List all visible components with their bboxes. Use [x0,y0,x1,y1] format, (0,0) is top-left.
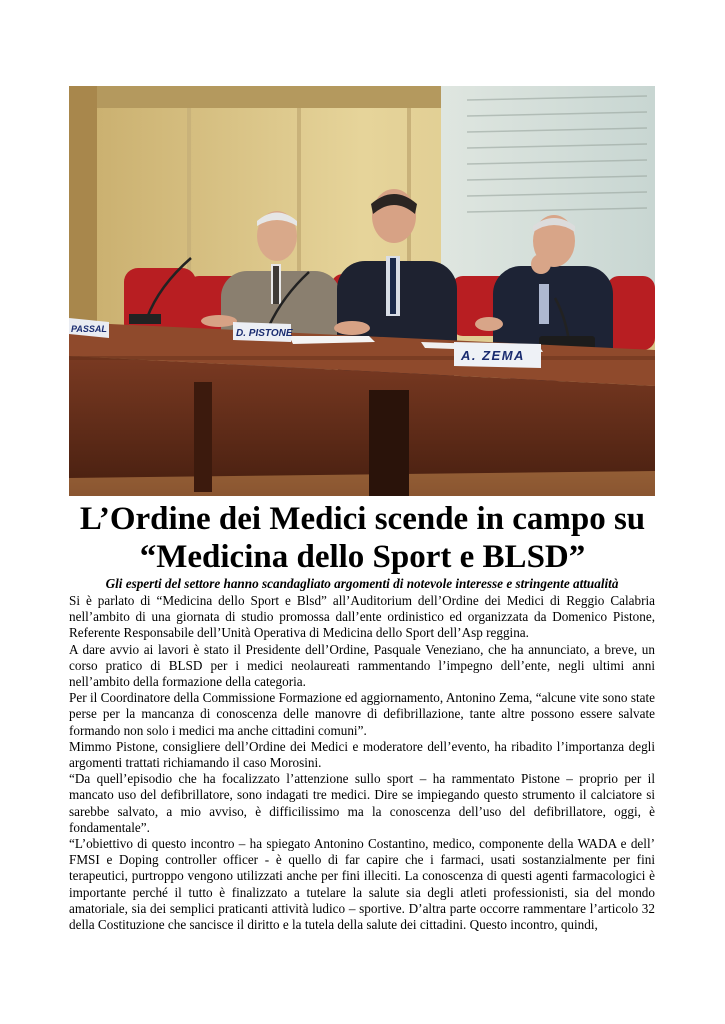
article-subheadline: Gli esperti del settore hanno scandagliato argomenti di notevole interesse e stringente attualità [105,576,619,591]
placard-passal-label: PASSAL [71,324,107,334]
placard-zema [454,342,541,368]
conference-photo [69,86,655,496]
placard-pistone-label: D. PISTONE [236,328,293,339]
article-paragraph: “Da quell’episodio che ha focalizzato l’attenzione sullo sport – ha rammentato Pistone – proprio per il mancato uso del defibrillatore, sono indagati tre medici. Dire se impiegando questo strumento il calciatore si sarebbe salvato, a mio avviso, è difficilissimo ma la conoscenza dell’uso del defibrillatore, oggi, è fondamentale”. [69,771,655,835]
placard-zema-label: A. ZEMA [461,348,525,363]
article-paragraph: “L’obiettivo di questo incontro – ha spiegato Antonino Costantino, medico, componente della WADA e dell’ FMSI e Doping controller officer - è quello di far capire che i farmaci, usati sostanzialmente per fini terapeutici, purtroppo vengono utilizzati anche per fini illeciti. La conoscenza di questi agenti farmacologici è importante perché il tutto è finalizzato a tutelare la salute sia degli atleti professionisti, sia del mondo amatoriale, sia dei semplici praticanti attività ludico – sportive. D’altra parte occorre rammentare l’articolo 32 della Costituzione che sancisce il diritto e la tutela della salute dei cittadini. Questo incontro, quindi, [69,836,655,933]
article-body [69,593,655,933]
headline-line-1: L’Ordine dei Medici scende in campo su [79,501,646,537]
article-paragraph: A dare avvio ai lavori è stato il Presidente dell’Ordine, Pasquale Veneziano, che ha annunciato, a breve, un corso pratico di BLSD per i medici neolaureati rammentando l’impegno dell’ente, negli ultimi anni nell’ambito della formazione della categoria. [69,641,655,690]
article-paragraph: Si è parlato di “Medicina dello Sport e Blsd” all’Auditorium dell’Ordine dei Medici di Reggio Calabria nell’ambito di una giornata di studio promossa dall’ente ordinistico ed organizzata da Domenico Pistone, Referente Responsabile dell’Unità Operativa di Medicina dello Sport dell’Asp reggina. [69,593,655,641]
article-paragraph: Per il Coordinatore della Commissione Formazione ed aggiornamento, Antonino Zema, “alcune vite sono state perse per la mancanza di conoscenza delle manovre di defibrillazione, tante altre possono essere salvate formando non solo i medici ma anche cittadini comuni”. [69,690,655,738]
article-headline [20,500,705,576]
article-paragraph: Mimmo Pistone, consigliere dell’Ordine dei Medici e moderatore dell’evento, ha ribadito l’importanza degli argomenti trattati richiamando il caso Morosini. [69,738,655,771]
placard-pistone [233,322,293,342]
headline-line-2: “Medicina dello Sport e BLSD” [139,539,586,575]
